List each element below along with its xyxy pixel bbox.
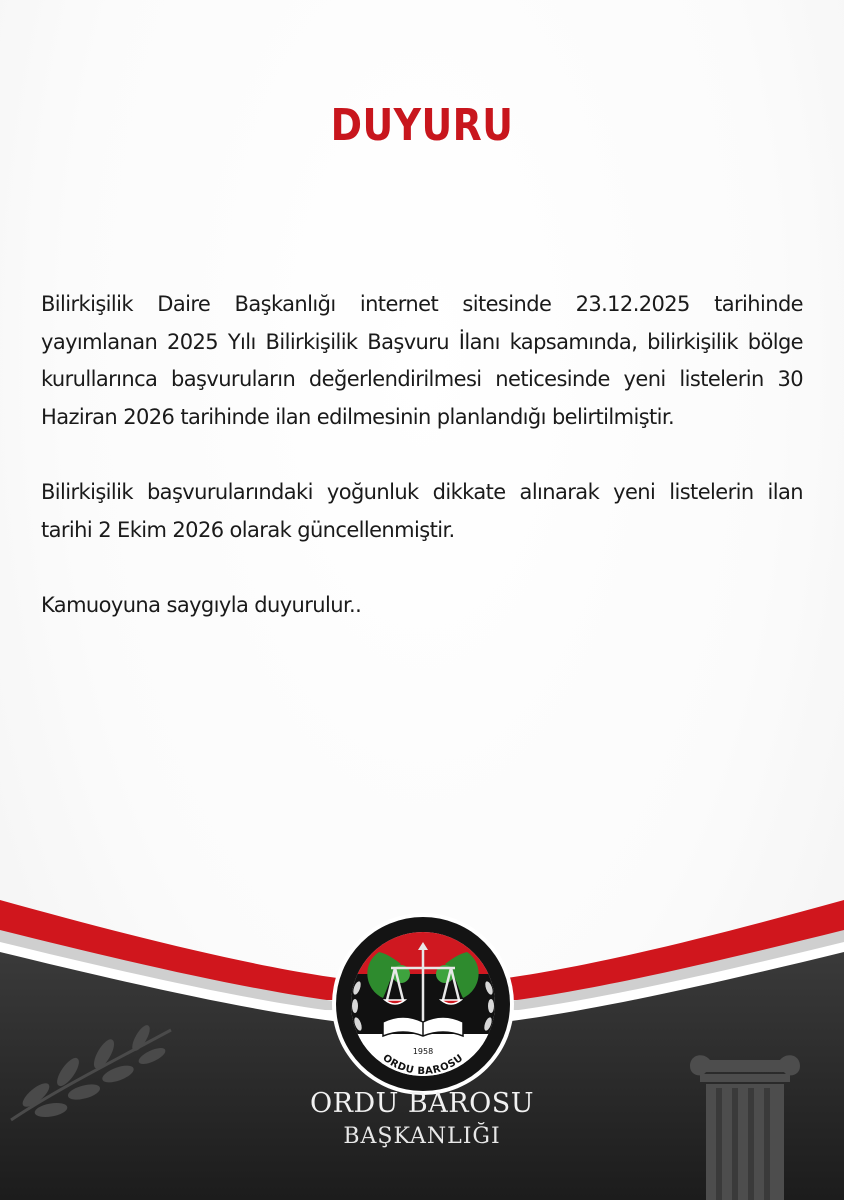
paragraph-3: Kamuoyuna saygıyla duyurulur.. bbox=[41, 593, 362, 617]
logo-year: 1958 bbox=[412, 1047, 434, 1056]
organization-subtitle: BAŞKANLIĞI bbox=[343, 1124, 501, 1149]
paragraph-1: Bilirkişilik Daire Başkanlığı internet sitesinde 23.12.2025 tarihinde yayımlanan 2025 Yılı Bilirkişilik Başvuru İlanı kapsamında, bilirkişilik bölge kurullarınca başvuruların değerlendirilmesi neticesinde yeni listelerin 30 Haziran 2026 tarihinde ilan edilmesinin planlandığı belirtilmiştir. bbox=[41, 292, 803, 429]
logo-ring-text: ORDU BAROSU bbox=[380, 1052, 466, 1078]
organization-name: ORDU BAROSU bbox=[309, 1088, 534, 1119]
announcement-body bbox=[41, 286, 803, 625]
paragraph-2: Bilirkişilik başvurularındaki yoğunluk dikkate alınarak yeni listelerin ilan tarihi 2 Ekim 2026 olarak güncellenmiştir. bbox=[41, 480, 803, 542]
page-title: DUYURU bbox=[330, 100, 514, 151]
ordu-barosu-logo bbox=[331, 912, 515, 1096]
